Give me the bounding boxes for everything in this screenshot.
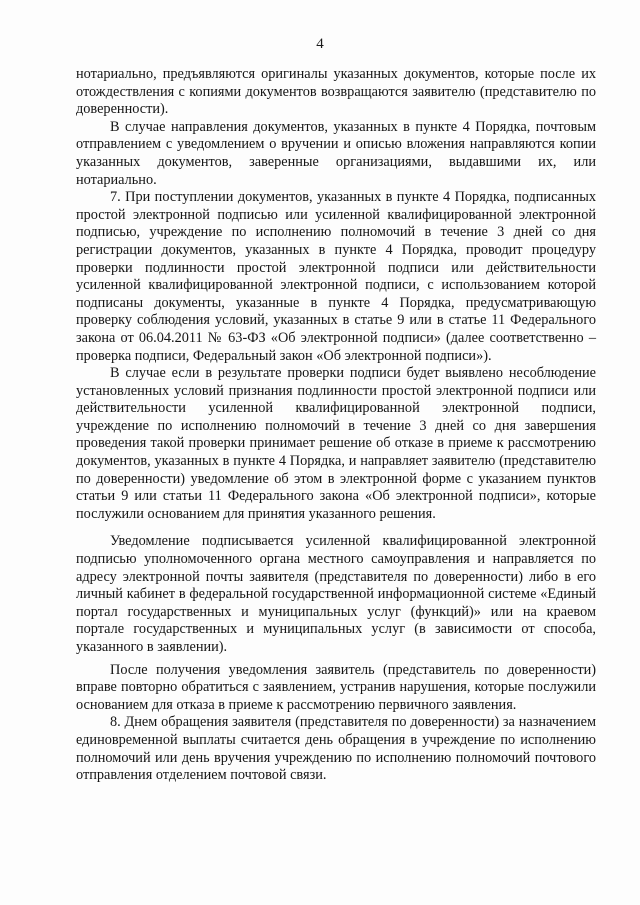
paragraph-postal-submission: В случае направления документов, указанных в пункте 4 Порядка, почтовым отправлением с уведомлением о вручении и описью вложения направляются копии указанных документов, заверенные организациями, выдавшими их, или нотариально. (76, 118, 596, 188)
page-number: 4 (316, 36, 324, 52)
document-body (76, 66, 596, 785)
paragraph-continuation: нотариально, предъявляются оригиналы указанных документов, которые после их отождествления с копиями документов возвращаются заявителю (представителю по доверенности). (76, 66, 596, 118)
paragraph-item-8: 8. Днем обращения заявителя (представителя по доверенности) за назначением единовременной выплаты считается день обращения в учреждение по исполнению полномочий или день вручения учреждению по исполнению полномочий почтового отправления отделением почтовой связи. (76, 714, 596, 784)
paragraph-signature-check-failure: В случае если в результате проверки подписи будет выявлено несоблюдение установленных условий признания подлинности простой электронной подписи или действительности усиленной квалифицированной электронной подписи, учреждение по исполнению полномочий в течение 3 дней со дня завершения проведения такой проверки принимает решение об отказе в приеме к рассмотрению документов, указанных в пункте 4 Порядка, и направляет заявителю (представителю по доверенности) уведомление об этом в электронной форме с указанием пунктов статьи 9 или статьи 11 Федерального закона «Об электронной подписи», которые послужили основанием для принятия указанного решения. (76, 365, 596, 522)
paragraph-notification: Уведомление подписывается усиленной квалифицированной электронной подписью уполномоченного органа местного самоуправления и направляется по адресу электронной почты заявителя (представителя по доверенности) либо в его личный кабинет в федеральной государственной информационной системе «Единый портал государственных и муниципальных услуг (функций)» или на краевом портале государственных и муниципальных услуг (в зависимости от способа, указанного в заявлении). (76, 533, 596, 655)
paragraph-reapplication: После получения уведомления заявитель (представитель по доверенности) вправе повторно обратиться с заявлением, устранив нарушения, которые послужили основанием для отказа в приеме к рассмотрению первичного заявления. (76, 661, 596, 713)
paragraph-item-7: 7. При поступлении документов, указанных в пункте 4 Порядка, подписанных простой электронной подписью или усиленной квалифицированной электронной подписью, учреждение по исполнению полномочий в течение 3 дней со дня регистрации документов, указанных в пункте 4 Порядка, проводит процедуру проверки подлинности простой электронной подписи или действительности усиленной квалифицированной электронной подписи, с использованием которой подписаны документы, указанные в пункте 4 Порядка, предусматривающую проверку соблюдения условий, указанных в статье 9 или в статье 11 Федерального закона от 06.04.2011 № 63-ФЗ «Об электронной подписи» (далее соответственно – проверка подписи, Федеральный закон «Об электронной подписи»). (76, 189, 596, 364)
